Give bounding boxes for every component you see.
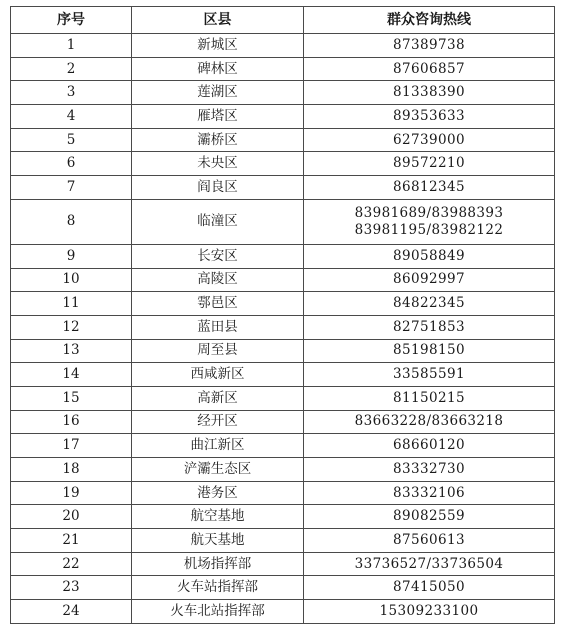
- table-row: [11, 576, 555, 600]
- hotline-cell: [304, 434, 555, 458]
- hotline-number: 33736527/33736504: [354, 555, 504, 572]
- table-row: [11, 505, 555, 529]
- serial-number-cell: 22: [11, 552, 132, 576]
- hotline-number: 62739000: [393, 131, 465, 148]
- district-cell: 临潼区: [132, 199, 304, 244]
- serial-number-cell: 9: [11, 244, 132, 268]
- table-row: [11, 339, 555, 363]
- hotline-cell: [304, 363, 555, 387]
- district-cell: 长安区: [132, 244, 304, 268]
- table-row: [11, 386, 555, 410]
- table-row: [11, 600, 555, 624]
- hotline-cell: [304, 152, 555, 176]
- district-cell: 阎良区: [132, 176, 304, 200]
- hotline-cell: [304, 244, 555, 268]
- hotline-number: 85198150: [393, 342, 465, 359]
- hotline-number: 84822345: [393, 295, 465, 312]
- table-row: [11, 152, 555, 176]
- hotline-cell: [304, 552, 555, 576]
- serial-number-cell: 14: [11, 363, 132, 387]
- hotline-cell: [304, 105, 555, 129]
- hotline-cell: [304, 339, 555, 363]
- district-cell: 经开区: [132, 410, 304, 434]
- hotline-number: 87415050: [393, 579, 465, 596]
- table-row: [11, 410, 555, 434]
- hotline-table: [10, 6, 555, 624]
- table-row: [11, 292, 555, 316]
- serial-number-cell: 5: [11, 128, 132, 152]
- district-cell: 碑林区: [132, 57, 304, 81]
- serial-number-cell: 13: [11, 339, 132, 363]
- serial-number-cell: 4: [11, 105, 132, 129]
- serial-number-cell: 21: [11, 529, 132, 553]
- hotline-number: 83332730: [393, 460, 465, 477]
- district-cell: 雁塔区: [132, 105, 304, 129]
- header-hotline: 群众咨询热线: [304, 7, 555, 34]
- district-cell: 周至县: [132, 339, 304, 363]
- table-row: [11, 434, 555, 458]
- serial-number-cell: 20: [11, 505, 132, 529]
- hotline-number: 83981689/83988393: [354, 204, 504, 221]
- hotline-number: 83981195/83982122: [354, 221, 504, 238]
- hotline-cell: [304, 57, 555, 81]
- serial-number-cell: 2: [11, 57, 132, 81]
- serial-number-cell: 8: [11, 199, 132, 244]
- district-cell: 火车北站指挥部: [132, 600, 304, 624]
- table-row: [11, 458, 555, 482]
- header-district: 区县: [132, 7, 304, 34]
- table-row: [11, 81, 555, 105]
- table-body: [11, 34, 555, 624]
- table-row: [11, 105, 555, 129]
- table-row: [11, 34, 555, 58]
- serial-number-cell: 1: [11, 34, 132, 58]
- serial-number-cell: 7: [11, 176, 132, 200]
- hotline-cell: [304, 386, 555, 410]
- hotline-cell: [304, 199, 555, 244]
- district-cell: 鄠邑区: [132, 292, 304, 316]
- hotline-cell: [304, 292, 555, 316]
- district-cell: 莲湖区: [132, 81, 304, 105]
- table-row: [11, 529, 555, 553]
- table-row: [11, 481, 555, 505]
- district-cell: 灞桥区: [132, 128, 304, 152]
- hotline-number: 89353633: [393, 107, 465, 124]
- district-cell: 火车站指挥部: [132, 576, 304, 600]
- district-cell: 西咸新区: [132, 363, 304, 387]
- hotline-number: 87560613: [393, 531, 465, 548]
- hotline-number: 89082559: [393, 508, 465, 525]
- hotline-cell: [304, 600, 555, 624]
- table-row: [11, 57, 555, 81]
- table-row: [11, 363, 555, 387]
- district-cell: 航天基地: [132, 529, 304, 553]
- serial-number-cell: 17: [11, 434, 132, 458]
- header-row: [11, 7, 555, 34]
- district-cell: 蓝田县: [132, 315, 304, 339]
- hotline-cell: [304, 268, 555, 292]
- serial-number-cell: 18: [11, 458, 132, 482]
- district-cell: 高陵区: [132, 268, 304, 292]
- table-row: [11, 176, 555, 200]
- district-cell: 航空基地: [132, 505, 304, 529]
- hotline-cell: [304, 128, 555, 152]
- hotline-number: 82751853: [393, 318, 465, 335]
- serial-number-cell: 3: [11, 81, 132, 105]
- hotline-number: 33585591: [393, 366, 465, 383]
- district-cell: 浐灞生态区: [132, 458, 304, 482]
- hotline-number: 87606857: [393, 60, 465, 77]
- hotline-cell: [304, 529, 555, 553]
- table-row: [11, 128, 555, 152]
- serial-number-cell: 24: [11, 600, 132, 624]
- hotline-cell: [304, 176, 555, 200]
- district-cell: 机场指挥部: [132, 552, 304, 576]
- table-row: [11, 268, 555, 292]
- hotline-cell: [304, 576, 555, 600]
- hotline-number: 86812345: [393, 178, 465, 195]
- district-cell: 曲江新区: [132, 434, 304, 458]
- serial-number-cell: 19: [11, 481, 132, 505]
- table-row: [11, 315, 555, 339]
- hotline-cell: [304, 315, 555, 339]
- hotline-cell: [304, 458, 555, 482]
- table-row: [11, 199, 555, 244]
- district-cell: 高新区: [132, 386, 304, 410]
- hotline-number: 68660120: [393, 437, 465, 454]
- table-row: [11, 552, 555, 576]
- serial-number-cell: 11: [11, 292, 132, 316]
- hotline-number: 86092997: [393, 271, 465, 288]
- hotline-number: 81338390: [393, 84, 465, 101]
- hotline-cell: [304, 34, 555, 58]
- hotline-cell: [304, 481, 555, 505]
- hotline-number: 83663228/83663218: [354, 413, 504, 430]
- header-serial-number: 序号: [11, 7, 132, 34]
- serial-number-cell: 15: [11, 386, 132, 410]
- hotline-cell: [304, 410, 555, 434]
- hotline-cell: [304, 81, 555, 105]
- hotline-number: 15309233100: [379, 602, 479, 619]
- hotline-cell: [304, 505, 555, 529]
- serial-number-cell: 6: [11, 152, 132, 176]
- district-cell: 未央区: [132, 152, 304, 176]
- serial-number-cell: 16: [11, 410, 132, 434]
- hotline-number: 87389738: [393, 36, 465, 53]
- hotline-number: 89058849: [393, 247, 465, 264]
- hotline-number: 83332106: [393, 484, 465, 501]
- hotline-number: 81150215: [393, 389, 465, 406]
- serial-number-cell: 23: [11, 576, 132, 600]
- serial-number-cell: 12: [11, 315, 132, 339]
- serial-number-cell: 10: [11, 268, 132, 292]
- district-cell: 港务区: [132, 481, 304, 505]
- table-row: [11, 244, 555, 268]
- district-cell: 新城区: [132, 34, 304, 58]
- hotline-number: 89572210: [393, 155, 465, 172]
